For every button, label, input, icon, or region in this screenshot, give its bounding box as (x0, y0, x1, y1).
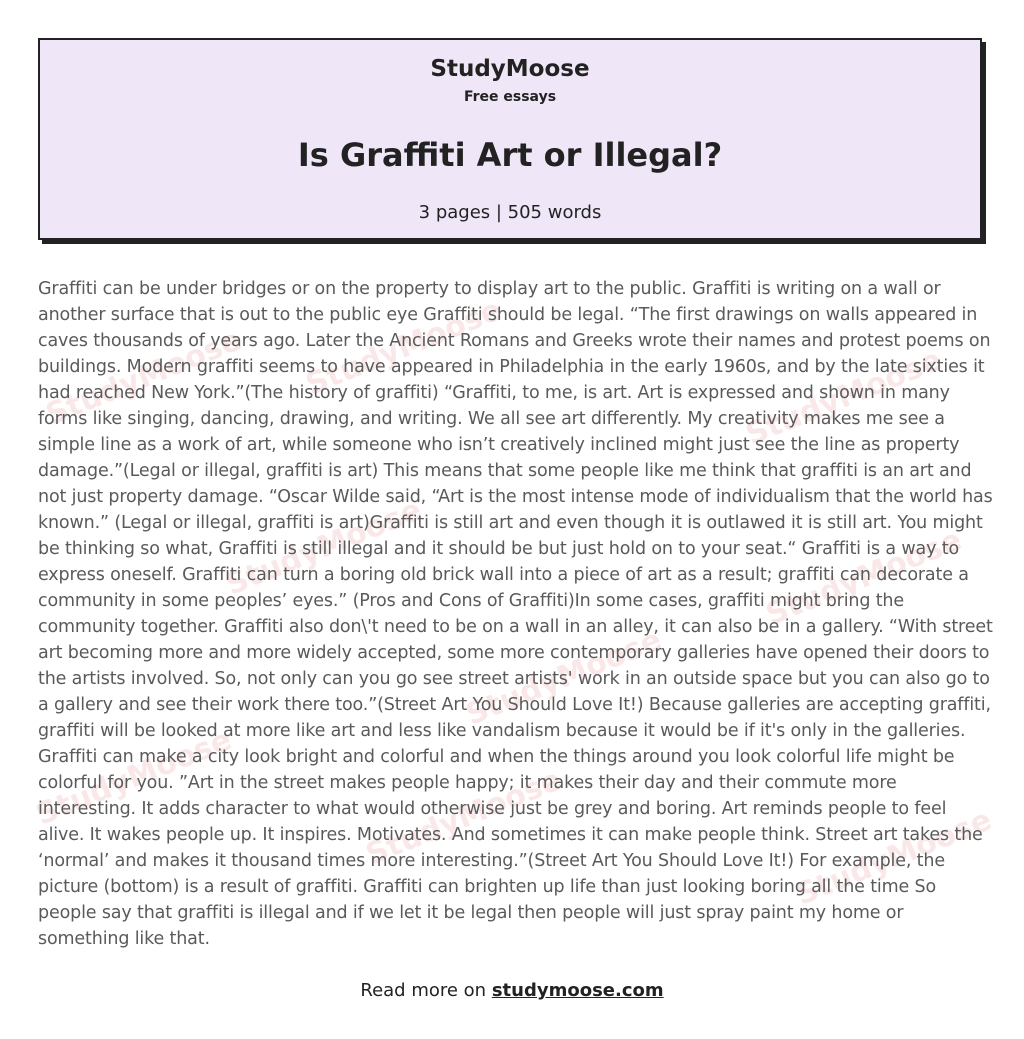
watermark: StudyMoose (41, 322, 247, 433)
watermark: StudyMoose (221, 492, 427, 603)
essay-meta: 3 pages | 505 words (418, 202, 602, 223)
watermark: StudyMoose (361, 762, 567, 873)
watermark: StudyMoose (791, 802, 997, 913)
watermark: StudyMoose (741, 342, 947, 453)
page-title: Is Graffiti Art or Illegal? (297, 136, 723, 174)
watermark: StudyMoose (31, 722, 237, 833)
brand-logo[interactable]: StudyMoose (430, 56, 590, 82)
studymoose-link[interactable]: studymoose.com (491, 980, 664, 1001)
read-more-prefix: Read more on (360, 980, 487, 1001)
watermark: StudyMoose (761, 522, 967, 633)
read-more-footer (0, 980, 1024, 1001)
watermark: StudyMoose (461, 622, 667, 733)
essay-body: Graffiti can be under bridges or on the property to display art to the public. Graffiti is writing on a wall or another surface that is out to the public eye Graffiti should be legal. “The first drawings on walls appeared in caves thousands of years ago. Later the Ancient Romans and Greeks wrote their names and protest poems on buildings. Modern graffiti seems to have appeared in Philadelphia in the early 1960s, and by the late sixties it had reached New York.”(The history of graffiti) “Graffiti, to me, is art. Art is expressed and shown in many forms like singing, dancing, drawing, and writing. We all see art differently. My creativity makes me see a simple line as a work of art, while someone who isn’t creatively inclined might just see the line as property damage.”(Legal or illegal, graffiti is art) This means that some people like me think that graffiti is an art and not just property damage. “Oscar Wilde said, “Art is the most intense mode of individualism that the world has known.” (Legal or illegal, graffiti is art)Graffiti is still art and even though it is outlawed it is still art. You might be thinking so what, Graffiti is still illegal and it should be but just hold on to your seat.“ Graffiti is a way to express oneself. Graffiti can turn a boring old brick wall into a piece of art as a result; graffiti can decorate a community in some peoples’ eyes.” (Pros and Cons of Graffiti)In some cases, graffiti might bring the community together. Graffiti also don\'t need to be on a wall in an alley, it can also be in a gallery. “With street art becoming more and more widely accepted, some more contemporary galleries have opened their doors to the artists involved. So, not only can you go see street artists' work in an outside space but you can also go to a gallery and see their work there too.”(Street Art You Should Love It!) Because galleries are accepting graffiti, graffiti will be looked at more like art and less like vandalism because it would be if it's only in the galleries. Graffiti can make a city look bright and colorful and when the things around you look colorful life might be colorful for you. ”Art in the street makes people happy; it makes their day and their commute more interesting. It adds character to what would otherwise just be grey and boring. Art reminds people to feel alive. It wakes people up. It inspires. Motivates. And sometimes it can make people think. Street art takes the ‘normal’ and makes it thousand times more interesting.”(Street Art You Should Love It!) For example, the picture (bottom) is a result of graffiti. Graffiti can brighten up life than just looking boring all the time So people say that graffiti is illegal and if we let it be legal then people will just spray paint my home or something like that. (38, 279, 993, 949)
essay-header-card (38, 38, 982, 240)
watermark: StudyMoose (301, 292, 507, 403)
brand-tagline: Free essays (463, 89, 557, 105)
